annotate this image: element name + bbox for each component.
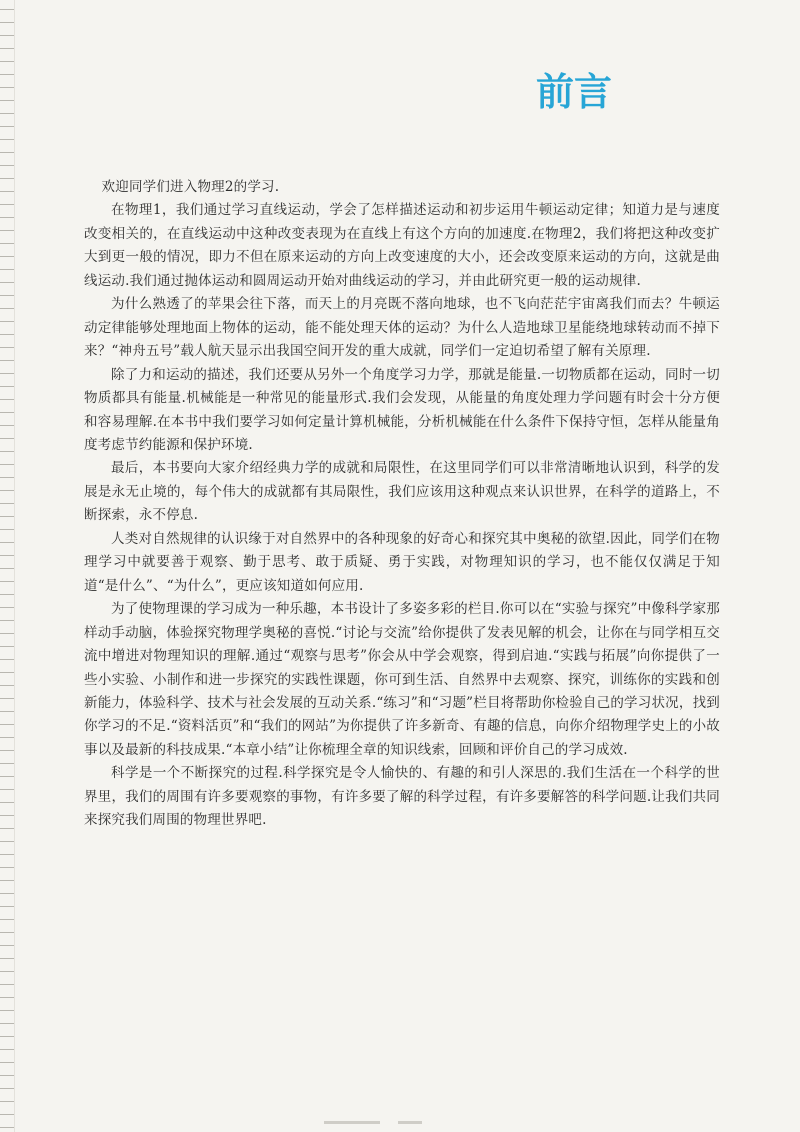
paragraph-columns: 为了使物理课的学习成为一种乐趣，本书设计了多姿多彩的栏目.你可以在“实验与探究”中像科学家那样动手动脑，体验探究物理学奥秘的喜悦.“讨论与交流”给你提供了发表见解的机会，让你在与同学相互交流中增进对物理知识的理解.通过“观察与思考”你会从中学会观察，得到启迪.“实践与拓展”向你提供了一些小实验、小制作和进一步探究的实践性课题，你可到生活、自然界中去观察、探究，训练你的实践和创新能力，体验科学、技术与社会发展的互动关系.“练习”和“习题”栏目将帮助你检验自己的学习状况，找到你学习的不足.“资料活页”和“我们的网站”为你提供了许多新奇、有趣的信息，向你介绍物理学史上的小故事以及最新的科技成果.“本章小结”让你梳理全章的知识线索，回顾和评价自己的学习成效. (84, 601, 720, 758)
paragraph-curiosity: 人类对自然规律的认识缘于对自然界中的各种现象的好奇心和探究其中奥秘的欲望.因此，同学们在物理学习中就要善于观察、勤于思考、敢于质疑、勇于实践，对物理知识的学习，也不能仅仅满足于知道“是什么”、“为什么”，更应该知道如何应用. (84, 530, 720, 594)
footer-mark (398, 1121, 422, 1124)
page-title: 前言 (536, 70, 613, 114)
paragraph-science-inquiry: 科学是一个不断探究的过程.科学探究是令人愉快的、有趣的和引人深思的.我们生活在一个科学的世界里，我们的周围有许多要观察的事物，有许多要了解的科学过程，有许多要解答的科学问题.让我们共同来探究我们周围的物理世界吧. (84, 765, 720, 829)
footer-mark (324, 1121, 380, 1124)
binding-edge (0, 0, 15, 1132)
body-text (84, 176, 720, 833)
paragraph-classical-mechanics: 最后，本书要向大家介绍经典力学的成就和局限性，在这里同学们可以非常清晰地认识到，科学的发展是永无止境的，每个伟大的成就都有其局限性，我们应该用这种观点来认识世界，在科学的道路上，不断探索，永不停息. (84, 460, 720, 524)
paragraph-energy: 除了力和运动的描述，我们还要从另外一个角度学习力学，那就是能量.一切物质都在运动，同时一切物质都具有能量.机械能是一种常见的能量形式.我们会发现，从能量的角度处理力学问题有时会十分方便和容易理解.在本书中我们要学习如何定量计算机械能，分析机械能在什么条件下保持守恒，怎样从能量角度考虑节约能源和保护环境. (84, 366, 720, 453)
paragraph-physics1-review: 在物理1，我们通过学习直线运动，学会了怎样描述运动和初步运用牛顿运动定律；知道力是与速度改变相关的，在直线运动中这种改变表现为在直线上有这个方向的加速度.在物理2，我们将把这种改变扩大到更一般的情况，即力不但在原来运动的方向上改变速度的大小，还会改变原来运动的方向，这就是曲线运动.我们通过抛体运动和圆周运动开始对曲线运动的学习，并由此研究更一般的运动规律. (84, 202, 720, 289)
paragraph-gravitation-question: 为什么熟透了的苹果会往下落，而天上的月亮既不落向地球，也不飞向茫茫宇宙离我们而去？牛顿运动定律能够处理地面上物体的运动，能不能处理天体的运动？为什么人造地球卫星能绕地球转动而不掉下来？“神舟五号”载人航天显示出我国空间开发的重大成就，同学们一定迫切希望了解有关原理. (84, 296, 720, 360)
paragraph-welcome: 欢迎同学们进入物理2的学习. (101, 179, 280, 195)
